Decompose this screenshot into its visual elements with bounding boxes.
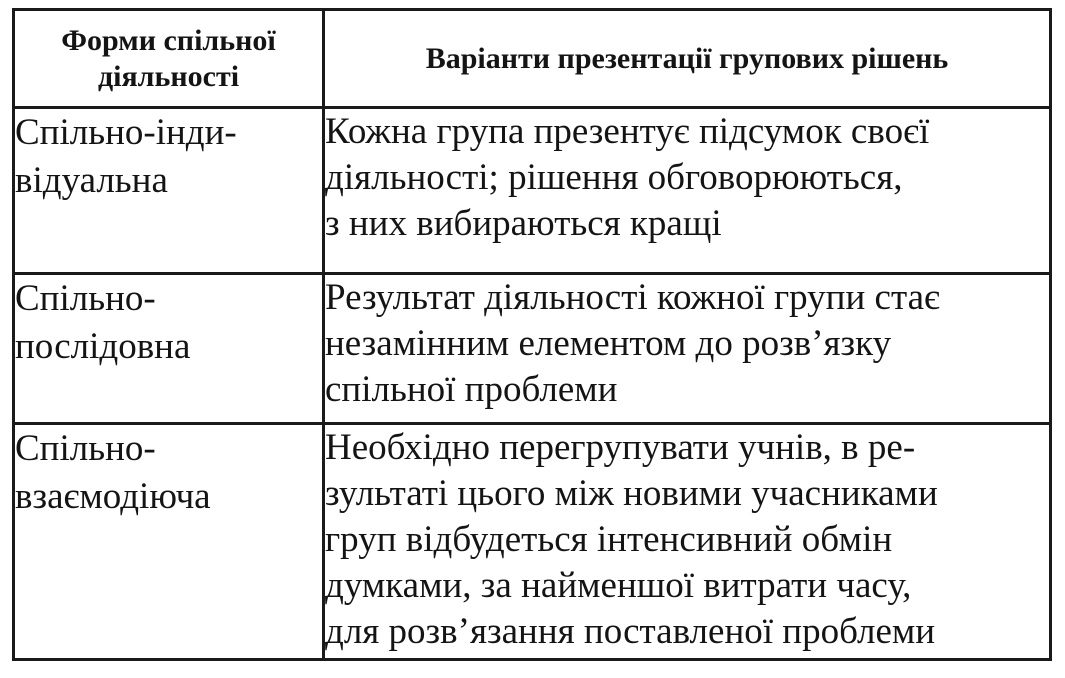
row-variant-cell: Необхідно перегрупувати учнів, в ре- зультаті цього між новими учасниками груп відбудеться інтенсивний обмін думками, за найменшої витрати часу, для розв’язання поставленої проблеми	[324, 424, 1051, 660]
header-forms-of-activity	[14, 10, 324, 108]
forms-of-joint-activity-table	[12, 8, 1052, 661]
table-row	[14, 424, 1051, 660]
row-form-cell: Спільно-інди- відуальна	[14, 108, 324, 274]
table-row	[14, 274, 1051, 424]
row-form-cell: Спільно- взаємодіюча	[14, 424, 324, 660]
table-header-row	[14, 10, 1051, 108]
header-presentation-variants-text: Варіанти презентації групових рішень	[425, 41, 949, 75]
row-form-cell: Спільно- послідовна	[14, 274, 324, 424]
row-variant-cell: Кожна група презентує підсумок своєї діяльності; рішення обговорюються, з них вибираються кращі	[324, 108, 1051, 274]
row-variant-cell: Результат діяльності кожної групи стає незамінним елементом до розв’язку спільної проблеми	[324, 274, 1051, 424]
table-row	[14, 108, 1051, 274]
header-presentation-variants	[324, 10, 1051, 108]
header-forms-of-activity-text: Форми спільної діяльності	[61, 23, 276, 93]
